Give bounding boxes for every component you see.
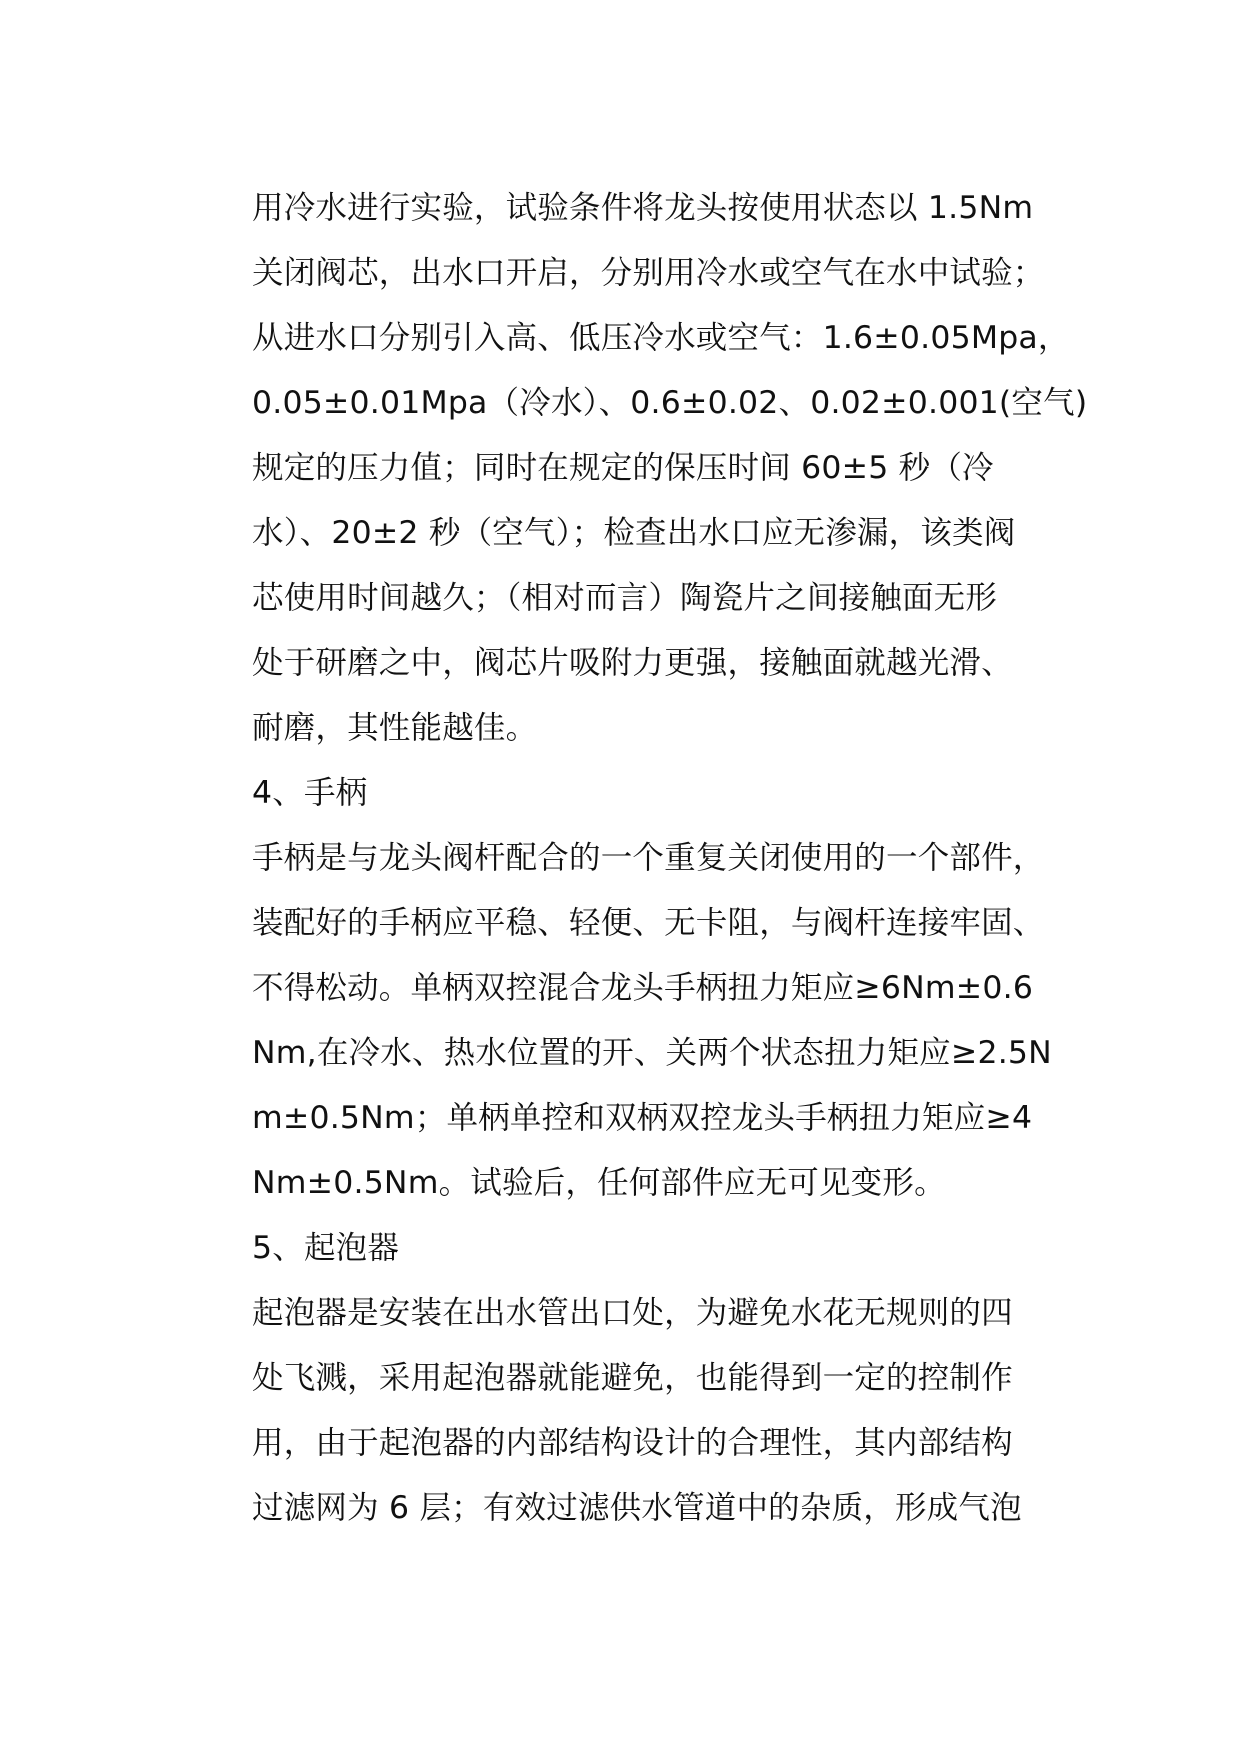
text-line: Nm,在冷水、热水位置的开、关两个状态扭力矩应≥2.5N xyxy=(252,1035,1052,1071)
text-line: 过滤网为 6 层；有效过滤供水管道中的杂质，形成气泡 xyxy=(252,1490,1022,1526)
text-line: m±0.5Nm；单柄单控和双柄双控龙头手柄扭力矩应≥4 xyxy=(252,1100,1033,1136)
text-line: 水）、20±2 秒（空气）；检查出水口应无渗漏，该类阀 xyxy=(252,515,1016,551)
text-line: 用，由于起泡器的内部结构设计的合理性，其内部结构 xyxy=(252,1425,1013,1461)
text-line: 手柄是与龙头阀杆配合的一个重复关闭使用的一个部件， xyxy=(252,840,1045,876)
text-line: 处于研磨之中，阀芯片吸附力更强，接触面就越光滑、 xyxy=(252,645,1013,681)
text-line: 芯使用时间越久；（相对而言）陶瓷片之间接触面无形 xyxy=(252,580,998,616)
section-heading: 4、手柄 xyxy=(252,775,368,811)
text-line: 从进水口分别引入高、低压冷水或空气：1.6±0.05Mpa， xyxy=(252,320,1070,356)
text-line: 处飞溅，采用起泡器就能避免，也能得到一定的控制作 xyxy=(252,1360,1013,1396)
text-line: 0.05±0.01Mpa（冷水）、0.6±0.02、0.02±0.001(空气) xyxy=(252,385,1088,421)
text-line: 耐磨，其性能越佳。 xyxy=(252,710,538,746)
text-line: 用冷水进行实验，试验条件将龙头按使用状态以 1.5Nm xyxy=(252,190,1034,226)
text-line: Nm±0.5Nm。试验后，任何部件应无可见变形。 xyxy=(252,1165,946,1201)
text-line: 不得松动。单柄双控混合龙头手柄扭力矩应≥6Nm±0.6 xyxy=(252,970,1034,1006)
text-line: 关闭阀芯，出水口开启，分别用冷水或空气在水中试验； xyxy=(252,255,1045,291)
section-heading: 5、起泡器 xyxy=(252,1230,400,1266)
document-body xyxy=(252,176,1088,1541)
text-line: 起泡器是安装在出水管出口处，为避免水花无规则的四 xyxy=(252,1295,1013,1331)
text-line: 装配好的手柄应平稳、轻便、无卡阻，与阀杆连接牢固、 xyxy=(252,905,1045,941)
text-line: 规定的压力值；同时在规定的保压时间 60±5 秒（冷 xyxy=(252,450,994,486)
